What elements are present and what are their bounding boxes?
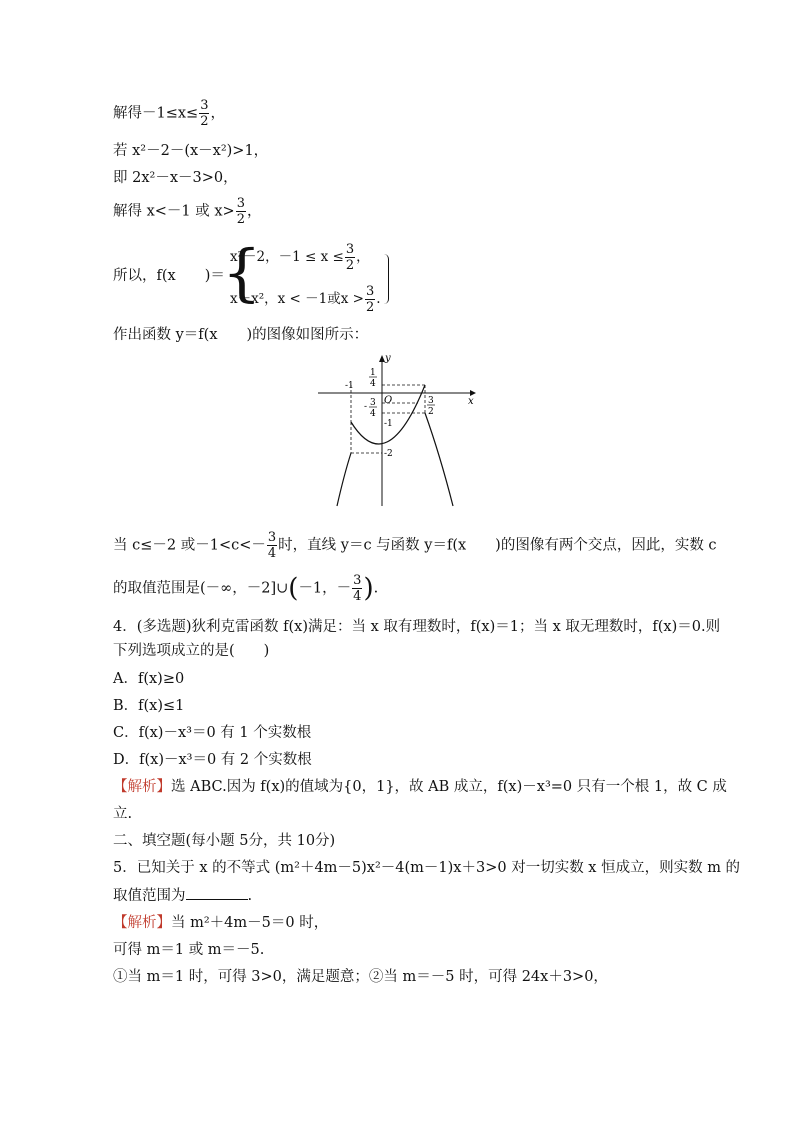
answer-blank xyxy=(186,885,248,900)
solution-line-1: 解得－1≤x≤ $\frac{3}{2}$ ， xyxy=(113,98,225,129)
fraction: $\frac{3}{2}$ xyxy=(365,284,375,315)
answer-5-line-1: 【解析】当 m²＋4m－5＝0 时， xyxy=(113,915,329,931)
right-brace xyxy=(384,254,389,304)
label-32-den: 2 xyxy=(428,407,434,417)
fraction: $\frac{3}{2}$ xyxy=(345,242,355,273)
parabola-right-branch xyxy=(425,413,453,506)
fraction: $\frac{3}{2}$ xyxy=(236,196,245,227)
option-d: D．f(x)－x³＝0 有 2 个实数根 xyxy=(113,752,312,768)
piecewise-case-2: x－x²，x < －1或x > $\frac{3}{2}$ . xyxy=(230,284,381,315)
x-axis-label: x xyxy=(468,396,474,407)
option-a: A．f(x)≥0 xyxy=(113,671,185,687)
label-n34-minus: - xyxy=(364,402,368,412)
piecewise-case-1: x²－2，－1 ≤ x ≤ $\frac{3}{2}$ ， xyxy=(230,242,370,273)
fraction: $\frac{3}{4}$ xyxy=(353,573,362,604)
label-m2: -2 xyxy=(384,449,393,459)
conclusion-line-2: 的取值范围是(－∞，－2]∪(－1，－ $\frac{3}{4}$ ). xyxy=(113,573,379,604)
answer-4-line-2: 立. xyxy=(113,806,133,822)
parabola-middle xyxy=(351,385,425,444)
label-m1: -1 xyxy=(384,419,393,429)
answer-4-line-1: 【解析】选 ABC.因为 f(x)的值域为{0，1}，故 AB 成立，f(x)－x³=0 只有一个根 1，故 C 成 xyxy=(113,779,727,795)
solution-line-3: 即 2x²－x－3>0， xyxy=(113,170,238,186)
question-5-line-2: 取值范围为 . xyxy=(113,885,252,906)
question-4-line-2: 下列选项成立的是( ) xyxy=(113,643,270,659)
option-b: B．f(x)≤1 xyxy=(113,698,185,714)
origin-label: O xyxy=(384,395,393,406)
answer-5-line-3: ①当 m＝1 时，可得 3>0，满足题意；②当 m＝－5 时，可得 24x＋3>0， xyxy=(113,969,608,985)
solution-line-2: 若 x²－2－(x－x²)>1， xyxy=(113,143,269,159)
fraction: $\frac{3}{4}$ xyxy=(267,530,277,561)
piecewise-lead: 所以，f(x )＝ xyxy=(113,268,225,284)
fraction: $\frac{3}{2}$ xyxy=(200,98,209,129)
parabola-left-branch xyxy=(337,453,351,506)
conclusion-line-1: 当 c≤－2 或－1<c<－ $\frac{3}{4}$ 时，直线 y＝c 与函数 y＝f(x )的图像有两个交点，因此，实数 c xyxy=(113,530,717,561)
question-4-line-1: 4．(多选题)狄利克雷函数 f(x)满足：当 x 取有理数时，f(x)＝1；当 x 取无理数时，f(x)＝0.则 xyxy=(113,619,721,635)
analysis-tag: 【解析】 xyxy=(113,779,171,795)
function-graph xyxy=(310,350,480,510)
analysis-tag: 【解析】 xyxy=(113,915,171,931)
text: 解得－1≤x≤ xyxy=(113,105,199,122)
solution-line-6: 作出函数 y＝f(x )的图像如图所示： xyxy=(113,327,369,343)
answer-5-line-2: 可得 m＝1 或 m＝－5. xyxy=(113,942,265,958)
left-brace: { xyxy=(222,236,262,309)
section-heading: 二、填空题(每小题 5分，共 10分) xyxy=(113,833,336,849)
y-axis-label: y xyxy=(385,353,391,364)
solution-line-4: 解得 x<－1 或 x> $\frac{3}{2}$ ， xyxy=(113,196,262,227)
label-quarter-num: 1 xyxy=(370,368,376,378)
label-32-num: 3 xyxy=(428,396,434,406)
label-quarter-den: 4 xyxy=(370,379,376,389)
option-c: C．f(x)－x³＝0 有 1 个实数根 xyxy=(113,725,312,741)
label-neg1: -1 xyxy=(345,381,354,391)
label-n34-num: 3 xyxy=(370,398,376,408)
question-5-line-1: 5．已知关于 x 的不等式 (m²＋4m－5)x²－4(m－1)x＋3>0 对一切实数 x 恒成立，则实数 m 的 xyxy=(113,860,741,876)
label-n34-den: 4 xyxy=(370,409,376,419)
